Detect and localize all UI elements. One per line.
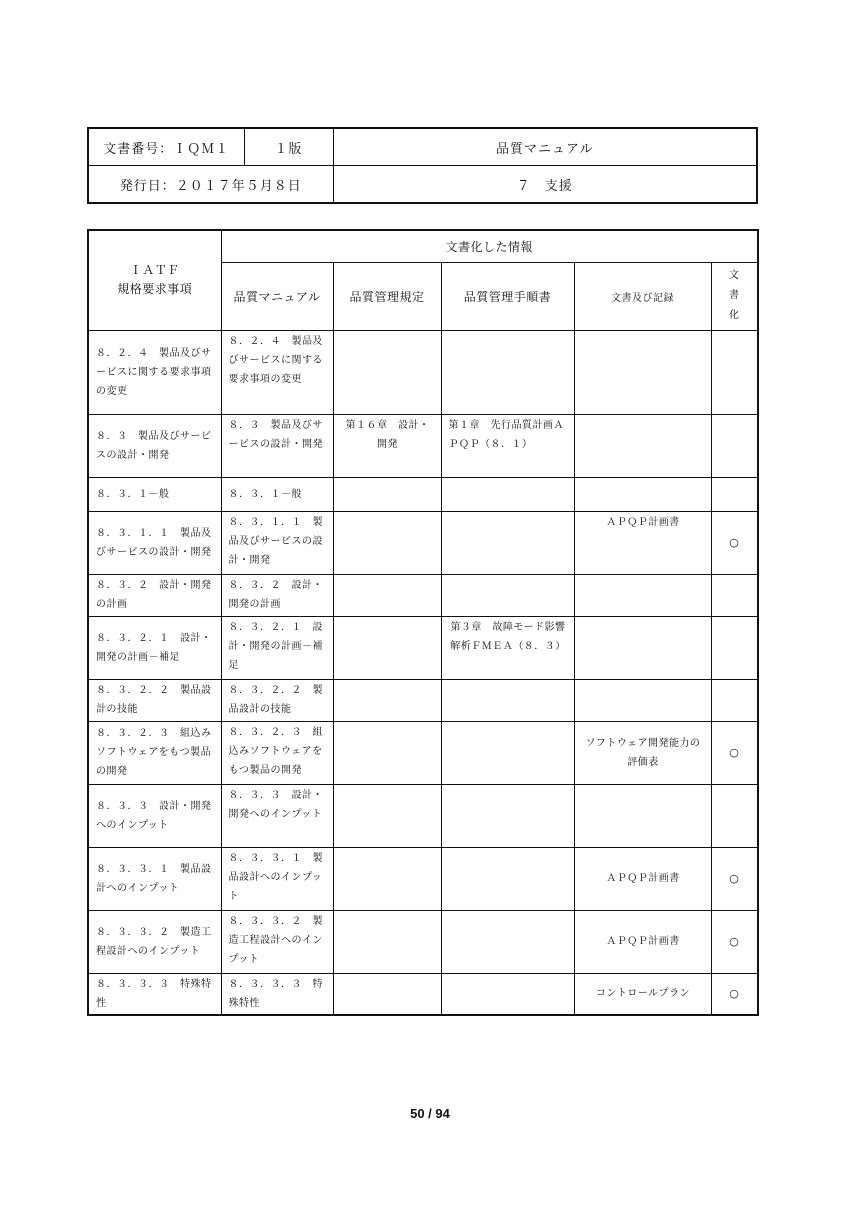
table-row — [88, 330, 758, 414]
rules-cell: 第１６章 設計・開発 — [333, 414, 441, 477]
rules-cell — [333, 511, 441, 574]
document-version: １版 — [244, 128, 333, 166]
records-cell — [574, 330, 711, 414]
records-cell: コントロールプラン — [574, 973, 711, 1015]
documented-mark — [711, 784, 758, 847]
procedures-cell — [441, 910, 574, 973]
procedures-cell — [441, 679, 574, 721]
records-cell: ＡＰＱＰ計画書 — [574, 511, 711, 574]
table-row — [88, 679, 758, 721]
requirement-cell: ８．３．３．３ 特殊特性 — [88, 973, 221, 1015]
requirement-cell: ８．３．３．２ 製造工程設計へのインプット — [88, 910, 221, 973]
documented-information-table — [87, 229, 759, 1016]
documented-mark: ○ — [711, 847, 758, 910]
rules-cell — [333, 616, 441, 679]
procedures-cell — [441, 721, 574, 784]
rules-cell — [333, 910, 441, 973]
table-row — [88, 414, 758, 477]
documented-mark — [711, 616, 758, 679]
manual-cell: ８．３．３．１ 製品設計へのインプット — [221, 847, 333, 910]
column-header-quality-manual: 品質マニュアル — [221, 262, 333, 330]
rules-cell — [333, 973, 441, 1015]
document-number: 文書番号：ＩＱＭ１ — [88, 128, 244, 166]
table-row — [88, 511, 758, 574]
records-cell: ＡＰＱＰ計画書 — [574, 847, 711, 910]
manual-cell: ８．３．３ 設計・開発へのインプット — [221, 784, 333, 847]
column-header-iatf-requirement: ＩＡＴＦ 規格要求事項 — [88, 230, 221, 330]
records-cell — [574, 616, 711, 679]
records-cell: ソフトウェア開発能力の評価表 — [574, 721, 711, 784]
manual-cell: ８．３．２．３ 組込みソフトウェアをもつ製品の開発 — [221, 721, 333, 784]
manual-cell: ８．３．１－般 — [221, 477, 333, 511]
rules-cell — [333, 330, 441, 414]
table-row — [88, 973, 758, 1015]
procedures-cell — [441, 847, 574, 910]
requirement-cell: ８．３．３ 設計・開発へのインプット — [88, 784, 221, 847]
manual-cell: ８．３．２ 設計・開発の計画 — [221, 574, 333, 616]
procedures-cell — [441, 511, 574, 574]
document-header-table — [87, 127, 758, 204]
procedures-cell — [441, 477, 574, 511]
manual-cell: ８．３．３．３ 特殊特性 — [221, 973, 333, 1015]
issue-date: 発行日：２０１７年５月８日 — [88, 166, 333, 204]
manual-cell: ８．３．３．２ 製造工程設計へのインプット — [221, 910, 333, 973]
requirement-cell: ８．３．２．１ 設計・開発の計画－補足 — [88, 616, 221, 679]
manual-cell: ８．２．４ 製品及びサービスに関する要求事項の変更 — [221, 330, 333, 414]
procedures-cell: 第１章 先行品質計画ＡＰＱＰ（８．１） — [441, 414, 574, 477]
documented-mark: ○ — [711, 973, 758, 1015]
chapter-title: ７ 支援 — [333, 166, 757, 204]
procedures-cell — [441, 973, 574, 1015]
requirement-cell: ８．３．１－般 — [88, 477, 221, 511]
documented-mark: ○ — [711, 910, 758, 973]
table-row — [88, 574, 758, 616]
table-row — [88, 784, 758, 847]
column-group-documented-information: 文書化した情報 — [221, 230, 758, 262]
manual-cell: ８．３．２．２ 製品設計の技能 — [221, 679, 333, 721]
table-row — [88, 910, 758, 973]
requirement-cell: ８．２．４ 製品及びサービスに関する要求事項の変更 — [88, 330, 221, 414]
requirement-cell: ８．３．３．１ 製品設計へのインプット — [88, 847, 221, 910]
table-row — [88, 847, 758, 910]
column-header-documents-records: 文書及び記録 — [574, 262, 711, 330]
records-cell — [574, 477, 711, 511]
rules-cell — [333, 847, 441, 910]
table-row — [88, 616, 758, 679]
procedures-cell — [441, 784, 574, 847]
documented-mark: ○ — [711, 721, 758, 784]
requirement-cell: ８．３．２．２ 製品設計の技能 — [88, 679, 221, 721]
column-header-documented: 文書化 — [711, 262, 758, 330]
rules-cell — [333, 574, 441, 616]
table-row — [88, 477, 758, 511]
manual-cell: ８．３．１．１ 製品及びサービスの設計・開発 — [221, 511, 333, 574]
requirement-cell: ８．３．２ 設計・開発の計画 — [88, 574, 221, 616]
records-cell: ＡＰＱＰ計画書 — [574, 910, 711, 973]
page-number: 50 / 94 — [410, 1106, 450, 1121]
procedures-cell — [441, 574, 574, 616]
requirement-cell: ８．３．２．３ 組込みソフトウェアをもつ製品の開発 — [88, 721, 221, 784]
column-header-quality-procedures: 品質管理手順書 — [441, 262, 574, 330]
manual-cell: ８．３ 製品及びサービスの設計・開発 — [221, 414, 333, 477]
documented-mark: ○ — [711, 511, 758, 574]
manual-cell: ８．３．２．１ 設計・開発の計画－補足 — [221, 616, 333, 679]
documented-mark — [711, 477, 758, 511]
document-title: 品質マニュアル — [333, 128, 757, 166]
procedures-cell: 第３章 故障モード影響解析ＦＭＥＡ（８．３） — [441, 616, 574, 679]
rules-cell — [333, 784, 441, 847]
documented-mark — [711, 574, 758, 616]
documented-mark — [711, 330, 758, 414]
column-header-quality-rules: 品質管理規定 — [333, 262, 441, 330]
documented-mark — [711, 414, 758, 477]
requirement-cell: ８．３ 製品及びサービスの設計・開発 — [88, 414, 221, 477]
records-cell — [574, 414, 711, 477]
table-row — [88, 721, 758, 784]
table-body — [88, 330, 758, 1015]
rules-cell — [333, 721, 441, 784]
records-cell — [574, 784, 711, 847]
procedures-cell — [441, 330, 574, 414]
records-cell — [574, 574, 711, 616]
records-cell — [574, 679, 711, 721]
requirement-cell: ８．３．１．１ 製品及びサービスの設計・開発 — [88, 511, 221, 574]
documented-mark — [711, 679, 758, 721]
rules-cell — [333, 679, 441, 721]
rules-cell — [333, 477, 441, 511]
